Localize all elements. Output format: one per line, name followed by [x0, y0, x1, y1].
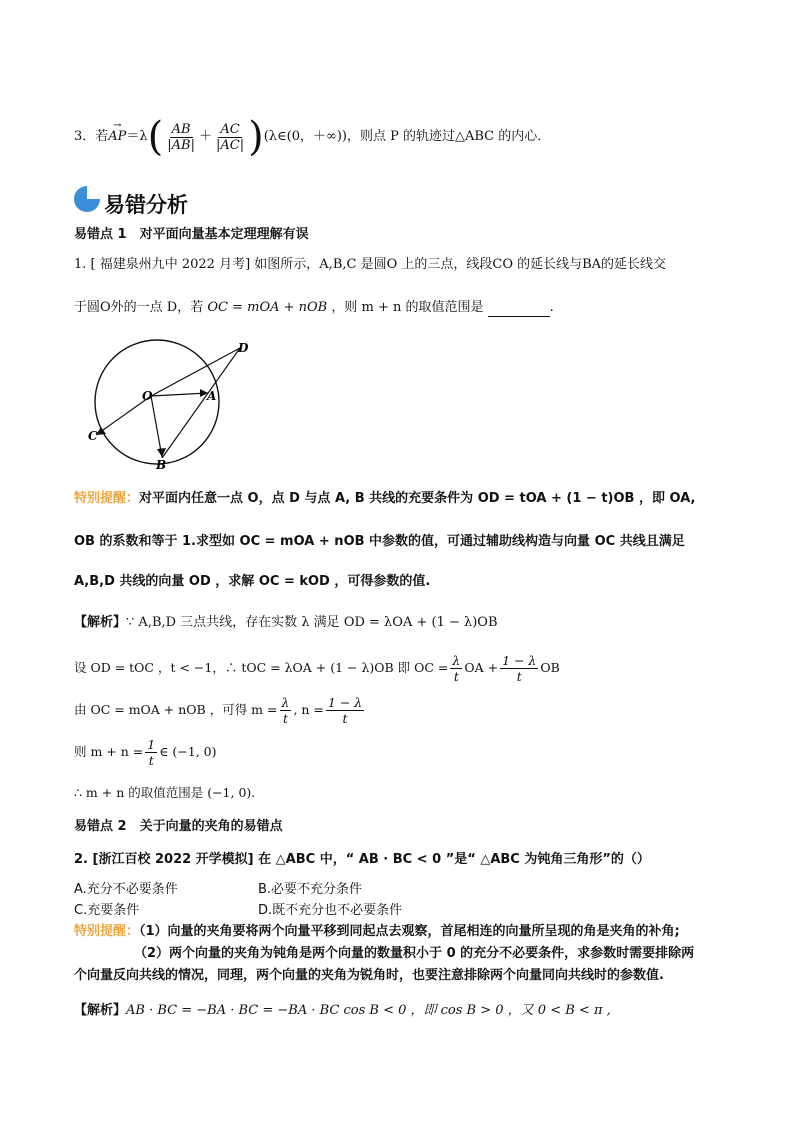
- tip-2-label: 特别提醒：: [74, 924, 140, 939]
- solution-1-line-4: 则 m + n = $\frac{1}{t}$ ∈ (−1, 0): [74, 736, 217, 768]
- item-3-fraction-2: $\frac{AC}{|AC|}$: [216, 121, 245, 153]
- label-d: D: [238, 341, 249, 355]
- left-paren: (: [147, 114, 164, 160]
- tip-1-label: 特别提醒：: [74, 491, 140, 506]
- label-a: A: [207, 389, 217, 403]
- question-2-line-1: 2. [浙江百校 2022 开学模拟] 在 △ABC 中，“ AB · BC < 0 ”是“ △ABC 为钝角三角形”的（）: [74, 852, 650, 867]
- solution-1-line-5: ∴ m + n 的取值范围是 (−1, 0).: [74, 785, 256, 800]
- solution-2-line-1: 【解析】AB · BC = −BA · BC = −BA · BC cos B < 0 ，即 cos B > 0 ，又 0 < B < π ,: [74, 1003, 611, 1018]
- item-3-eq: ＝λ: [126, 129, 148, 144]
- tip-2-line-1: 特别提醒：（1）向量的夹角要将两个向量平移到同起点去观察，首尾相连的向量所呈现的角是夹角的补角;: [74, 924, 680, 939]
- item-3-rest: (λ∈(0，＋∞))，则点 P 的轨迹过△ABC 的内心．: [263, 129, 551, 144]
- answer-blank: [488, 302, 550, 317]
- label-b: B: [156, 458, 167, 472]
- section-pie-icon: [74, 186, 100, 212]
- tip-2-line-2: （2）两个向量的夹角为钝角是两个向量的数量积小于 0 的充分不必要条件，求参数时需要排除两: [134, 946, 695, 961]
- circle-figure: [80, 332, 270, 477]
- question-1-line-2: 于圆O外的一点 D，若 OC = mOA + nOB ，则 m + n 的取值范围是 .: [74, 300, 554, 315]
- point-2-heading: 易错点 2 关于向量的夹角的易错点: [74, 819, 283, 834]
- line-oa: [151, 393, 208, 396]
- line-ob: [151, 396, 162, 457]
- item-3-fraction-1: $\frac{AB}{|AB|}$: [167, 121, 195, 153]
- item-3-lhs-vector: → AP: [108, 128, 126, 146]
- solution-1-line-1: 【解析】∵ A,B,D 三点共线，存在实数 λ 满足 OD = λOA + (1 − λ)OB: [74, 615, 498, 630]
- solution-2-label: 【解析】: [74, 1003, 127, 1018]
- tip-2-line-3: 个向量反向共线的情况，同理，两个向量的夹角为锐角时，也要注意排除两个向量同向共线时的参数值.: [74, 968, 664, 983]
- item-3-prefix: 3．若: [74, 129, 109, 144]
- point-1-heading: 易错点 1 对平面向量基本定理理解有误: [74, 227, 309, 242]
- section-title: 易错分析: [104, 193, 188, 217]
- label-c: C: [88, 429, 98, 443]
- option-b: B.必要不充分条件: [258, 882, 363, 897]
- option-a: A.充分不必要条件: [74, 882, 178, 897]
- line-db: [162, 348, 240, 458]
- solution-1-line-2: 设 OD = tOC ，t < −1，∴ tOC = λOA + (1 − λ)OB 即 OC = $\frac{\lambda}{t}$ OA + $\frac{1 - \lambda}{t}$ OB: [74, 652, 560, 684]
- solution-1-line-3: 由 OC = mOA + nOB ，可得 m = $\frac{\lambda}{t}$ , n = $\frac{1 - \lambda}{t}$: [74, 694, 363, 726]
- solution-1-label: 【解析】: [74, 615, 127, 630]
- tip-1-line-3: A,B,D 共线的向量 OD ，求解 OC = kOD ，可得参数的值.: [74, 574, 431, 589]
- item-3-line: 3．若 → AP ＝λ ( $\frac{AB}{|AB|}$ ＋ $\frac{AC}{|AC|}$ ) (λ∈(0，＋∞))，则点 P 的轨迹过△ABC 的内心．: [74, 114, 550, 160]
- line-od: [151, 348, 240, 396]
- tip-1-line-1: 特别提醒：对平面内任意一点 O，点 D 与点 A, B 共线的充要条件为 OD = tOA + (1 − t)OB ，即 OA,: [74, 491, 696, 506]
- option-d: D.既不充分也不必要条件: [258, 903, 403, 918]
- arrow-b: [157, 448, 166, 457]
- tip-1-line-2: OB 的系数和等于 1.求型如 OC = mOA + nOB 中参数的值，可通过辅助线构造与向量 OC 共线且满足: [74, 534, 685, 549]
- right-paren: ): [248, 114, 264, 160]
- circle-o: [95, 340, 219, 464]
- label-o: O: [142, 389, 153, 403]
- vector-equation: OC = mOA + nOB: [207, 300, 328, 315]
- question-1-line-1: 1. [ 福建泉州九中 2022 月考] 如图所示，A,B,C 是圆O 上的三点，线段CO 的延长线与BA的延长线交: [74, 257, 667, 272]
- option-c: C.充要条件: [74, 903, 140, 918]
